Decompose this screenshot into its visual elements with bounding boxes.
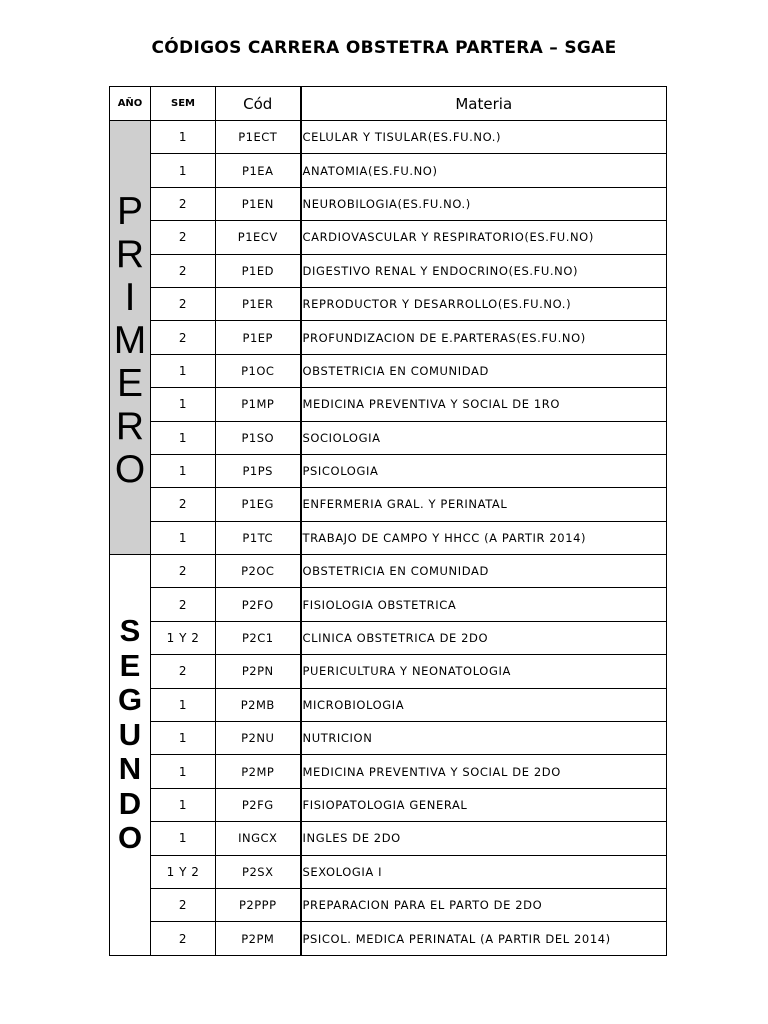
cell-materia: OBSTETRICIA EN COMUNIDAD bbox=[301, 555, 667, 588]
cell-sem: 1 Y 2 bbox=[151, 621, 216, 654]
cell-materia: CELULAR Y TISULAR(ES.FU.NO.) bbox=[301, 121, 667, 154]
cell-sem: 2 bbox=[151, 555, 216, 588]
cell-sem: 2 bbox=[151, 187, 216, 220]
table-row bbox=[110, 287, 667, 320]
cell-cod: P2FO bbox=[216, 588, 301, 621]
cell-cod: P1ECT bbox=[216, 121, 301, 154]
table-row bbox=[110, 321, 667, 354]
cell-materia: NEUROBILOGIA(ES.FU.NO.) bbox=[301, 187, 667, 220]
table-row bbox=[110, 588, 667, 621]
cell-materia: ENFERMERIA GRAL. Y PERINATAL bbox=[301, 488, 667, 521]
cell-materia: CLINICA OBSTETRICA DE 2DO bbox=[301, 621, 667, 654]
table-row bbox=[110, 555, 667, 588]
year-letter: R bbox=[115, 233, 145, 277]
codes-table bbox=[109, 86, 667, 956]
cell-sem: 1 bbox=[151, 454, 216, 487]
year-letter: U bbox=[118, 716, 142, 752]
cell-sem: 1 bbox=[151, 688, 216, 721]
table-row bbox=[110, 454, 667, 487]
cell-sem: 1 bbox=[151, 154, 216, 187]
table-row bbox=[110, 922, 667, 955]
table-row bbox=[110, 254, 667, 287]
table-row bbox=[110, 154, 667, 187]
year-letter: E bbox=[116, 362, 143, 406]
cell-cod: P1MP bbox=[216, 388, 301, 421]
cell-materia: REPRODUCTOR Y DESARROLLO(ES.FU.NO.) bbox=[301, 287, 667, 320]
cell-sem: 1 Y 2 bbox=[151, 855, 216, 888]
year-letter: N bbox=[118, 751, 142, 787]
cell-sem: 1 bbox=[151, 755, 216, 788]
cell-materia: TRABAJO DE CAMPO Y HHCC (A PARTIR 2014) bbox=[301, 521, 667, 554]
cell-sem: 1 bbox=[151, 822, 216, 855]
cell-sem: 1 bbox=[151, 388, 216, 421]
cell-materia: PSICOLOGIA bbox=[301, 454, 667, 487]
header-sem: SEM bbox=[151, 87, 216, 121]
year-letter: G bbox=[117, 682, 143, 718]
cell-materia: MEDICINA PREVENTIVA Y SOCIAL DE 1RO bbox=[301, 388, 667, 421]
cell-cod: P1EG bbox=[216, 488, 301, 521]
cell-cod: P1PS bbox=[216, 454, 301, 487]
table-row bbox=[110, 354, 667, 387]
table-row bbox=[110, 755, 667, 788]
cell-sem: 2 bbox=[151, 254, 216, 287]
cell-materia: FISIOPATOLOGIA GENERAL bbox=[301, 788, 667, 821]
cell-materia: DIGESTIVO RENAL Y ENDOCRINO(ES.FU.NO) bbox=[301, 254, 667, 287]
cell-sem: 1 bbox=[151, 788, 216, 821]
table-row bbox=[110, 421, 667, 454]
cell-cod: P2C1 bbox=[216, 621, 301, 654]
cell-materia: INGLES DE 2DO bbox=[301, 822, 667, 855]
cell-cod: P2NU bbox=[216, 722, 301, 755]
cell-cod: P1ER bbox=[216, 287, 301, 320]
cell-materia: SOCIOLOGIA bbox=[301, 421, 667, 454]
year-letter: S bbox=[119, 613, 141, 649]
cell-cod: P2MP bbox=[216, 755, 301, 788]
year-letter: M bbox=[113, 319, 147, 363]
table-row bbox=[110, 488, 667, 521]
cell-sem: 2 bbox=[151, 888, 216, 921]
table-row bbox=[110, 722, 667, 755]
cell-cod: P1TC bbox=[216, 521, 301, 554]
cell-sem: 2 bbox=[151, 588, 216, 621]
table-row bbox=[110, 621, 667, 654]
table-row bbox=[110, 388, 667, 421]
cell-materia: NUTRICION bbox=[301, 722, 667, 755]
cell-cod: P1ED bbox=[216, 254, 301, 287]
cell-sem: 2 bbox=[151, 287, 216, 320]
cell-sem: 2 bbox=[151, 321, 216, 354]
cell-cod: P2PM bbox=[216, 922, 301, 955]
cell-sem: 2 bbox=[151, 488, 216, 521]
table-row bbox=[110, 688, 667, 721]
cell-sem: 1 bbox=[151, 722, 216, 755]
document-title: CÓDIGOS CARRERA OBSTETRA PARTERA – SGAE bbox=[151, 38, 617, 58]
cell-cod: P2PPP bbox=[216, 888, 301, 921]
header-cod: Cód bbox=[216, 87, 301, 121]
year-letter: O bbox=[114, 448, 146, 492]
cell-materia: FISIOLOGIA OBSTETRICA bbox=[301, 588, 667, 621]
table-row bbox=[110, 822, 667, 855]
table-row bbox=[110, 888, 667, 921]
year-letter: R bbox=[115, 405, 145, 449]
table-row bbox=[110, 655, 667, 688]
cell-cod: P2SX bbox=[216, 855, 301, 888]
table-row bbox=[110, 187, 667, 220]
year-letter: E bbox=[119, 647, 141, 683]
year-letter: D bbox=[118, 785, 142, 821]
cell-materia: PREPARACION PARA EL PARTO DE 2DO bbox=[301, 888, 667, 921]
cell-sem: 2 bbox=[151, 221, 216, 254]
cell-cod: P1EA bbox=[216, 154, 301, 187]
table-row bbox=[110, 521, 667, 554]
table-row bbox=[110, 121, 667, 154]
cell-materia: ANATOMIA(ES.FU.NO) bbox=[301, 154, 667, 187]
cell-materia: PROFUNDIZACION DE E.PARTERAS(ES.FU.NO) bbox=[301, 321, 667, 354]
year-letter: I bbox=[124, 276, 136, 320]
cell-sem: 1 bbox=[151, 121, 216, 154]
table-row bbox=[110, 221, 667, 254]
cell-cod: P1ECV bbox=[216, 221, 301, 254]
cell-cod: P1SO bbox=[216, 421, 301, 454]
table-header-row bbox=[110, 87, 667, 121]
cell-materia: MICROBIOLOGIA bbox=[301, 688, 667, 721]
year-letter: P bbox=[116, 190, 143, 234]
cell-sem: 2 bbox=[151, 655, 216, 688]
cell-sem: 1 bbox=[151, 421, 216, 454]
cell-cod: P2FG bbox=[216, 788, 301, 821]
year-label-2 bbox=[110, 555, 151, 956]
cell-sem: 2 bbox=[151, 922, 216, 955]
table-row bbox=[110, 788, 667, 821]
header-materia: Materia bbox=[301, 87, 667, 121]
cell-sem: 1 bbox=[151, 354, 216, 387]
cell-materia: OBSTETRICIA EN COMUNIDAD bbox=[301, 354, 667, 387]
cell-cod: P1OC bbox=[216, 354, 301, 387]
year-letter: O bbox=[117, 820, 143, 856]
cell-cod: P2MB bbox=[216, 688, 301, 721]
cell-cod: P1EN bbox=[216, 187, 301, 220]
header-year: AÑO bbox=[110, 87, 151, 121]
cell-materia: CARDIOVASCULAR Y RESPIRATORIO(ES.FU.NO) bbox=[301, 221, 667, 254]
table-row bbox=[110, 855, 667, 888]
year-label-1 bbox=[110, 121, 151, 555]
cell-materia: MEDICINA PREVENTIVA Y SOCIAL DE 2DO bbox=[301, 755, 667, 788]
cell-cod: P2PN bbox=[216, 655, 301, 688]
cell-materia: PSICOL. MEDICA PERINATAL (A PARTIR DEL 2014) bbox=[301, 922, 667, 955]
cell-sem: 1 bbox=[151, 521, 216, 554]
cell-cod: INGCX bbox=[216, 822, 301, 855]
table-body bbox=[110, 121, 667, 956]
cell-cod: P2OC bbox=[216, 555, 301, 588]
cell-cod: P1EP bbox=[216, 321, 301, 354]
cell-materia: PUERICULTURA Y NEONATOLOGIA bbox=[301, 655, 667, 688]
cell-materia: SEXOLOGIA I bbox=[301, 855, 667, 888]
